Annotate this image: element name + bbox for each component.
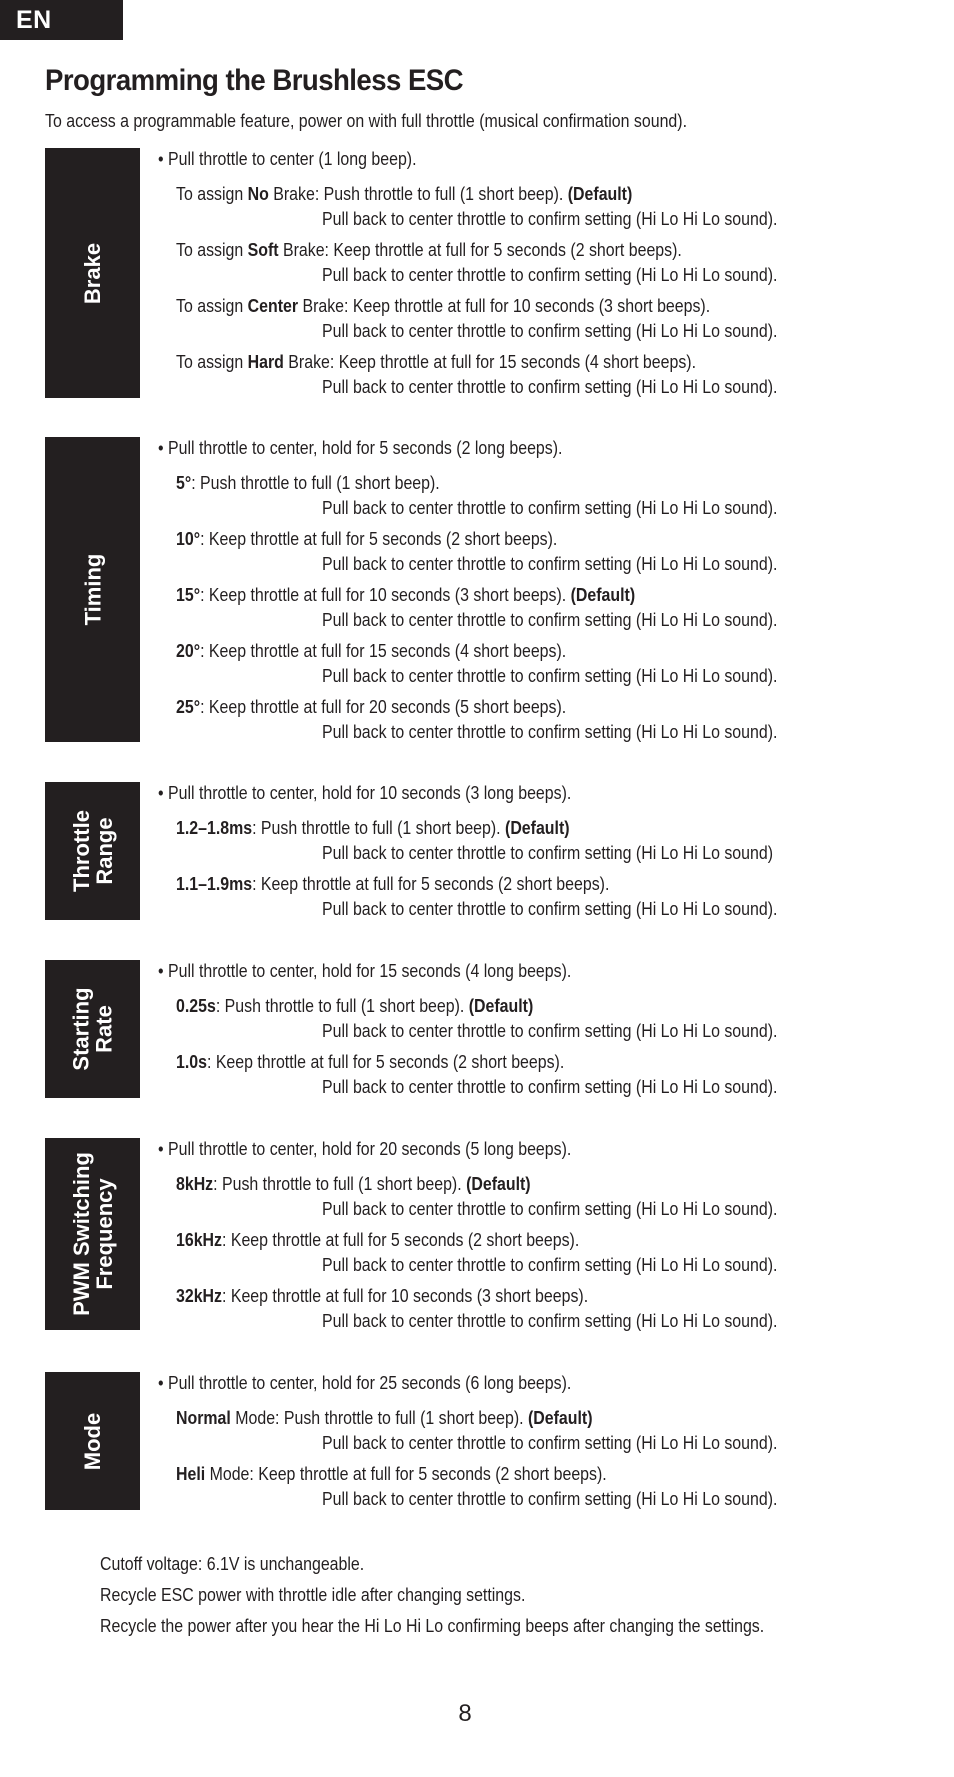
section-label-block bbox=[45, 960, 140, 1098]
option-line: 10°: Keep throttle at full for 5 seconds (2 short beeps). bbox=[176, 528, 558, 549]
note-recycle-esc-power: Recycle ESC power with throttle idle after changing settings. bbox=[100, 1584, 526, 1605]
option-line: To assign Hard Brake: Keep throttle at full for 15 seconds (4 short beeps). bbox=[176, 351, 697, 372]
section-label-block bbox=[45, 1138, 140, 1330]
confirm-line: Pull back to center throttle to confirm setting (Hi Lo Hi Lo sound) bbox=[322, 842, 774, 863]
section-label: Starting Rate bbox=[68, 987, 117, 1071]
confirm-line: Pull back to center throttle to confirm setting (Hi Lo Hi Lo sound). bbox=[322, 376, 778, 397]
confirm-line: Pull back to center throttle to confirm setting (Hi Lo Hi Lo sound). bbox=[322, 1020, 778, 1041]
section-bullet: • Pull throttle to center, hold for 15 seconds (4 long beeps). bbox=[158, 960, 572, 981]
confirm-line: Pull back to center throttle to confirm setting (Hi Lo Hi Lo sound). bbox=[322, 1432, 778, 1453]
confirm-line: Pull back to center throttle to confirm setting (Hi Lo Hi Lo sound). bbox=[322, 1488, 778, 1509]
section-bullet: • Pull throttle to center, hold for 20 seconds (5 long beeps). bbox=[158, 1138, 572, 1159]
page-number: 8 bbox=[458, 1700, 472, 1727]
section-label-block bbox=[45, 782, 140, 920]
section-bullet: • Pull throttle to center, hold for 10 seconds (3 long beeps). bbox=[158, 782, 572, 803]
option-line: 1.2–1.8ms: Push throttle to full (1 short beep). (Default) bbox=[176, 817, 570, 838]
confirm-line: Pull back to center throttle to confirm setting (Hi Lo Hi Lo sound). bbox=[322, 1254, 778, 1275]
option-line: 32kHz: Keep throttle at full for 10 seconds (3 short beeps). bbox=[176, 1285, 589, 1306]
section-label-block bbox=[45, 437, 140, 742]
intro-text: To access a programmable feature, power on with full throttle (musical confirmation sound). bbox=[45, 110, 688, 131]
confirm-line: Pull back to center throttle to confirm setting (Hi Lo Hi Lo sound). bbox=[322, 898, 778, 919]
confirm-line: Pull back to center throttle to confirm setting (Hi Lo Hi Lo sound). bbox=[322, 208, 778, 229]
section-bullet: • Pull throttle to center, hold for 25 seconds (6 long beeps). bbox=[158, 1372, 572, 1393]
section-label-block bbox=[45, 148, 140, 398]
option-line: 1.0s: Keep throttle at full for 5 seconds (2 short beeps). bbox=[176, 1051, 565, 1072]
option-line: 15°: Keep throttle at full for 10 seconds (3 short beeps). (Default) bbox=[176, 584, 636, 605]
confirm-line: Pull back to center throttle to confirm setting (Hi Lo Hi Lo sound). bbox=[322, 553, 778, 574]
option-line: 16kHz: Keep throttle at full for 5 seconds (2 short beeps). bbox=[176, 1229, 580, 1250]
section-label-block bbox=[45, 1372, 140, 1510]
section-label: Mode bbox=[79, 1412, 105, 1470]
option-line: 25°: Keep throttle at full for 20 seconds (5 short beeps). bbox=[176, 696, 567, 717]
confirm-line: Pull back to center throttle to confirm setting (Hi Lo Hi Lo sound). bbox=[322, 609, 778, 630]
section-bullet: • Pull throttle to center (1 long beep). bbox=[158, 148, 417, 169]
language-tab: EN bbox=[0, 0, 123, 40]
section-bullet: • Pull throttle to center, hold for 5 seconds (2 long beeps). bbox=[158, 437, 563, 458]
confirm-line: Pull back to center throttle to confirm setting (Hi Lo Hi Lo sound). bbox=[322, 721, 778, 742]
option-line: 0.25s: Push throttle to full (1 short beep). (Default) bbox=[176, 995, 534, 1016]
option-line: To assign Center Brake: Keep throttle at full for 10 seconds (3 short beeps). bbox=[176, 295, 711, 316]
confirm-line: Pull back to center throttle to confirm setting (Hi Lo Hi Lo sound). bbox=[322, 665, 778, 686]
section-label: Brake bbox=[80, 242, 105, 304]
option-line: To assign Soft Brake: Keep throttle at full for 5 seconds (2 short beeps). bbox=[176, 239, 682, 260]
note-recycle-power: Recycle the power after you hear the Hi Lo Hi Lo confirming beeps after changing the settings. bbox=[100, 1615, 765, 1636]
confirm-line: Pull back to center throttle to confirm setting (Hi Lo Hi Lo sound). bbox=[322, 1076, 778, 1097]
section-label: PWM Switching Frequency bbox=[68, 1152, 117, 1316]
section-label: Throttle Range bbox=[68, 810, 117, 892]
option-line: 8kHz: Push throttle to full (1 short beep). (Default) bbox=[176, 1173, 531, 1194]
confirm-line: Pull back to center throttle to confirm setting (Hi Lo Hi Lo sound). bbox=[322, 264, 778, 285]
confirm-line: Pull back to center throttle to confirm setting (Hi Lo Hi Lo sound). bbox=[322, 1198, 778, 1219]
note-cutoff-voltage: Cutoff voltage: 6.1V is unchangeable. bbox=[100, 1553, 365, 1574]
option-line: Heli Mode: Keep throttle at full for 5 seconds (2 short beeps). bbox=[176, 1463, 607, 1484]
option-line: 1.1–1.9ms: Keep throttle at full for 5 seconds (2 short beeps). bbox=[176, 873, 610, 894]
page-title: Programming the Brushless ESC bbox=[45, 64, 464, 97]
option-line: Normal Mode: Push throttle to full (1 short beep). (Default) bbox=[176, 1407, 593, 1428]
confirm-line: Pull back to center throttle to confirm setting (Hi Lo Hi Lo sound). bbox=[322, 1310, 778, 1331]
section-label: Timing bbox=[80, 553, 105, 626]
confirm-line: Pull back to center throttle to confirm setting (Hi Lo Hi Lo sound). bbox=[322, 497, 778, 518]
option-line: To assign No Brake: Push throttle to full (1 short beep). (Default) bbox=[176, 183, 633, 204]
option-line: 5°: Push throttle to full (1 short beep). bbox=[176, 472, 440, 493]
option-line: 20°: Keep throttle at full for 15 seconds (4 short beeps). bbox=[176, 640, 567, 661]
confirm-line: Pull back to center throttle to confirm setting (Hi Lo Hi Lo sound). bbox=[322, 320, 778, 341]
